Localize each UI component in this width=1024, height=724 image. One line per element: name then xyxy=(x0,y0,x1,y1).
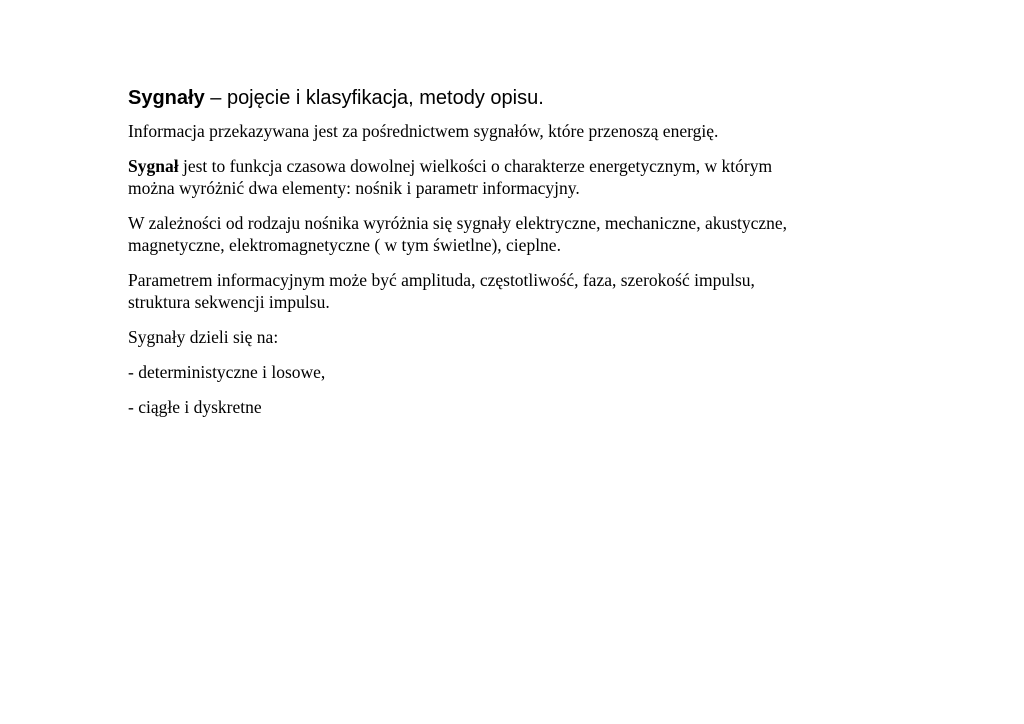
parameters-line-1: Parametrem informacyjnym może być amplituda, częstotliwość, faza, szerokość impulsu, xyxy=(128,270,755,290)
division-text: Sygnały dzieli się na: xyxy=(128,327,279,347)
paragraph-carriers xyxy=(128,212,888,256)
paragraph-division xyxy=(128,326,888,348)
carriers-line-2: magnetyczne, elektromagnetyczne ( w tym świetlne), cieplne. xyxy=(128,235,561,255)
parameters-line-2: struktura sekwencji impulsu. xyxy=(128,292,330,312)
list-item-deterministic: - deterministyczne i losowe, xyxy=(128,362,326,382)
carriers-line-1: W zależności od rodzaju nośnika wyróżnia się sygnały elektryczne, mechaniczne, akustyczne, xyxy=(128,213,788,233)
definition-term: Sygnał xyxy=(128,156,179,176)
paragraph-intro xyxy=(128,120,888,142)
paragraph-intro-text: Informacja przekazywana jest za pośrednictwem sygnałów, które przenoszą energię. xyxy=(128,121,719,141)
title-rest: – pojęcie i klasyfikacja, metody opisu. xyxy=(204,87,544,109)
list-item xyxy=(128,361,888,383)
page-title xyxy=(128,84,888,112)
document-content xyxy=(128,84,888,431)
list-item xyxy=(128,396,888,418)
title-bold: Sygnały xyxy=(128,87,205,109)
paragraph-parameters xyxy=(128,269,888,313)
paragraph-definition xyxy=(128,155,888,199)
definition-line-1: jest to funkcja czasowa dowolnej wielkości o charakterze energetycznym, w którym xyxy=(178,156,773,176)
list-item-continuous: - ciągłe i dyskretne xyxy=(128,397,262,417)
definition-line-2: można wyróżnić dwa elementy: nośnik i parametr informacyjny. xyxy=(128,178,580,198)
